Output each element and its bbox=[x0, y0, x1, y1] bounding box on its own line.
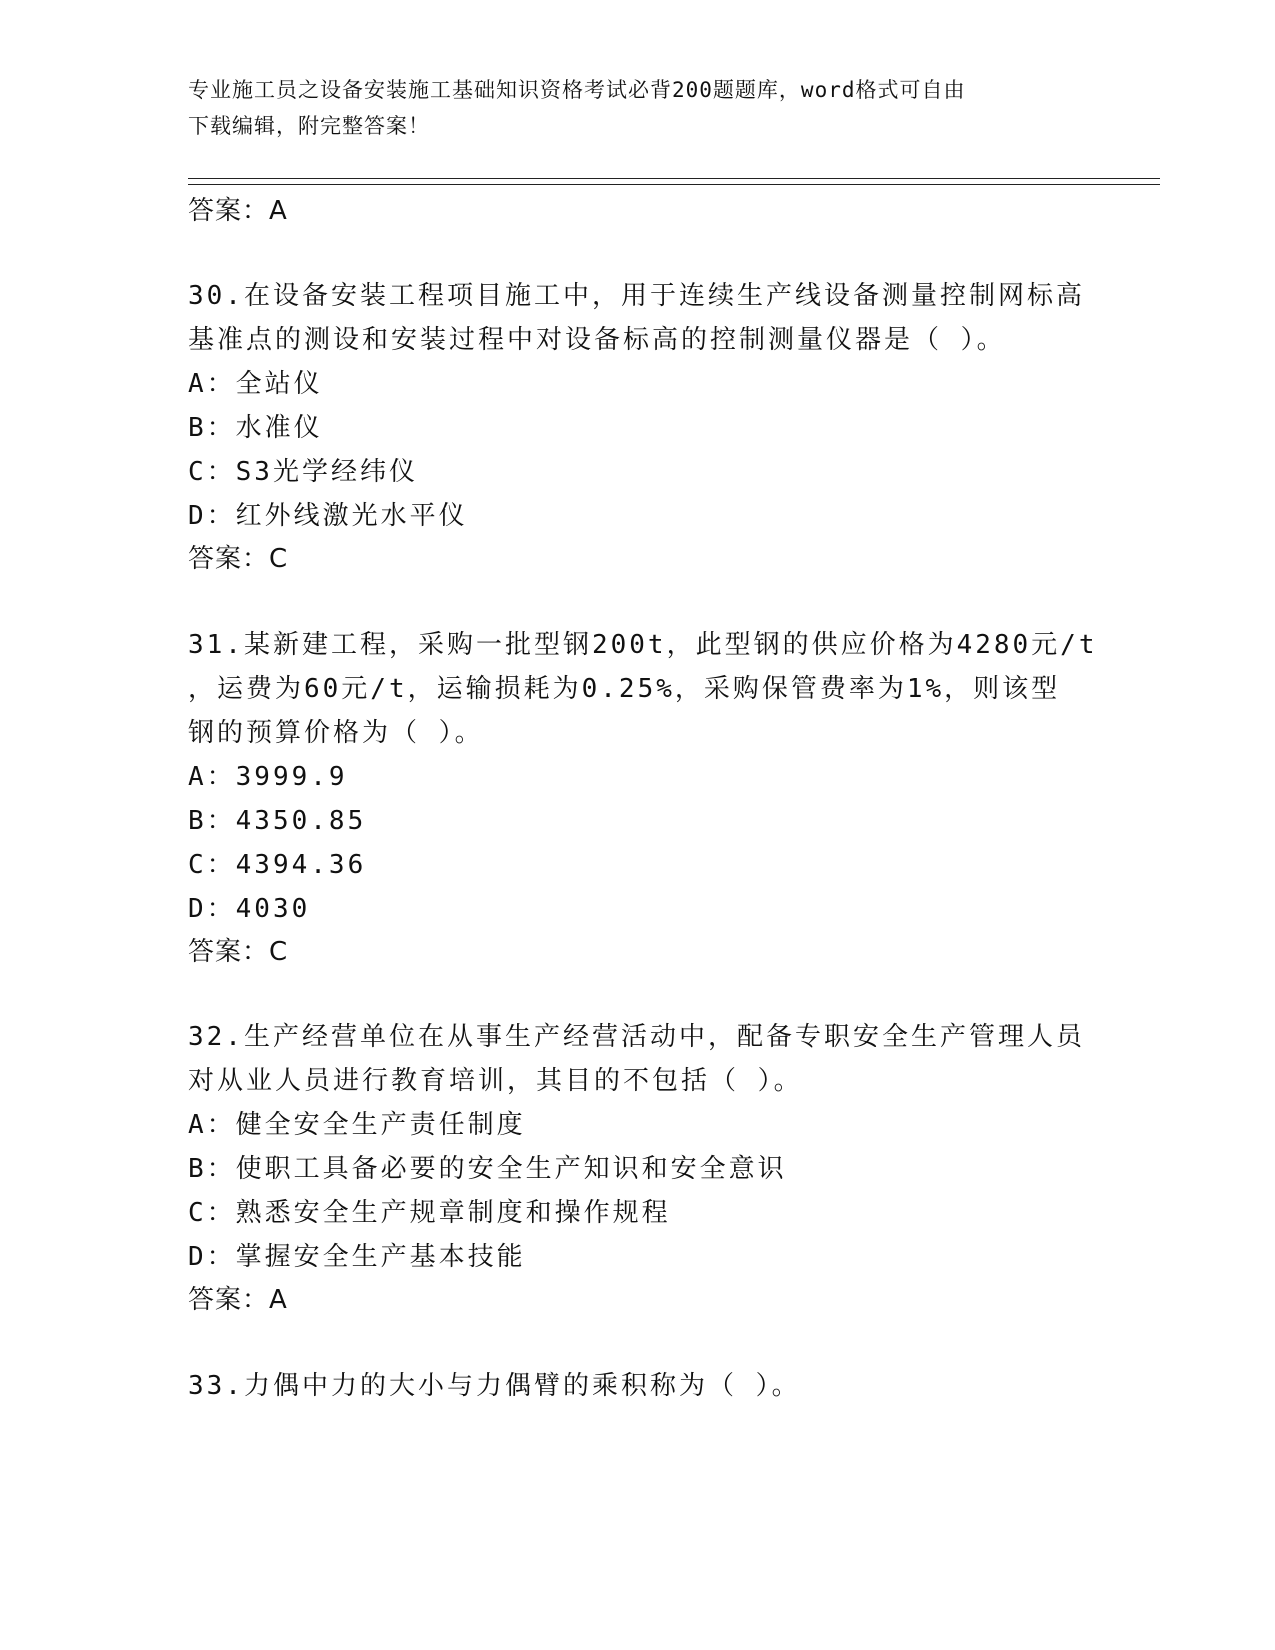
question-30-line-2: 基准点的测设和安装过程中对设备标高的控制测量仪器是（ ）。 bbox=[188, 325, 1006, 355]
question-32-option-c: C：熟悉安全生产规章制度和操作规程 bbox=[188, 1198, 671, 1228]
question-31-line-1: 31.某新建工程，采购一批型钢200t，此型钢的供应价格为4280元/t bbox=[188, 630, 1098, 660]
question-30-option-a: A：全站仪 bbox=[188, 369, 323, 399]
question-30-line-1: 30.在设备安装工程项目施工中，用于连续生产线设备测量控制网标高 bbox=[188, 281, 1085, 311]
question-32-option-d: D：掌握安全生产基本技能 bbox=[188, 1242, 526, 1272]
question-30-answer: 答案：C bbox=[188, 544, 289, 574]
document-header bbox=[188, 72, 1068, 144]
header-divider-bottom bbox=[188, 184, 1160, 185]
question-32-line-1: 32.生产经营单位在从事生产经营活动中，配备专职安全生产管理人员 bbox=[188, 1022, 1085, 1052]
question-32-option-a: A：健全安全生产责任制度 bbox=[188, 1110, 526, 1140]
question-33-line-1: 33.力偶中力的大小与力偶臂的乘积称为（ ）。 bbox=[188, 1371, 801, 1401]
header-line-2: 下载编辑，附完整答案！ bbox=[188, 114, 430, 138]
question-30-option-b: B：水准仪 bbox=[188, 413, 323, 443]
question-31-answer: 答案：C bbox=[188, 937, 289, 967]
question-31-option-a: A：3999.9 bbox=[188, 762, 348, 792]
question-32-answer: 答案：A bbox=[188, 1285, 288, 1315]
question-31-option-d: D：4030 bbox=[188, 894, 311, 924]
question-32-option-b: B：使职工具备必要的安全生产知识和安全意识 bbox=[188, 1154, 787, 1184]
question-31-line-2: ，运费为60元/t，运输损耗为0.25%，采购保管费率为1%，则该型 bbox=[188, 674, 1061, 704]
header-line-1: 专业施工员之设备安装施工基础知识资格考试必背200题题库，word格式可自由 bbox=[188, 78, 966, 102]
question-30-option-c: C：S3光学经纬仪 bbox=[188, 457, 418, 487]
question-31-option-c: C：4394.36 bbox=[188, 850, 367, 880]
question-31-line-3: 钢的预算价格为（ ）。 bbox=[188, 718, 484, 748]
answer-previous: 答案：A bbox=[188, 196, 288, 226]
question-30-option-d: D：红外线激光水平仪 bbox=[188, 501, 468, 531]
question-32-line-2: 对从业人员进行教育培训，其目的不包括（ ）。 bbox=[188, 1066, 803, 1096]
question-31-option-b: B：4350.85 bbox=[188, 806, 367, 836]
header-divider-top bbox=[188, 178, 1160, 179]
